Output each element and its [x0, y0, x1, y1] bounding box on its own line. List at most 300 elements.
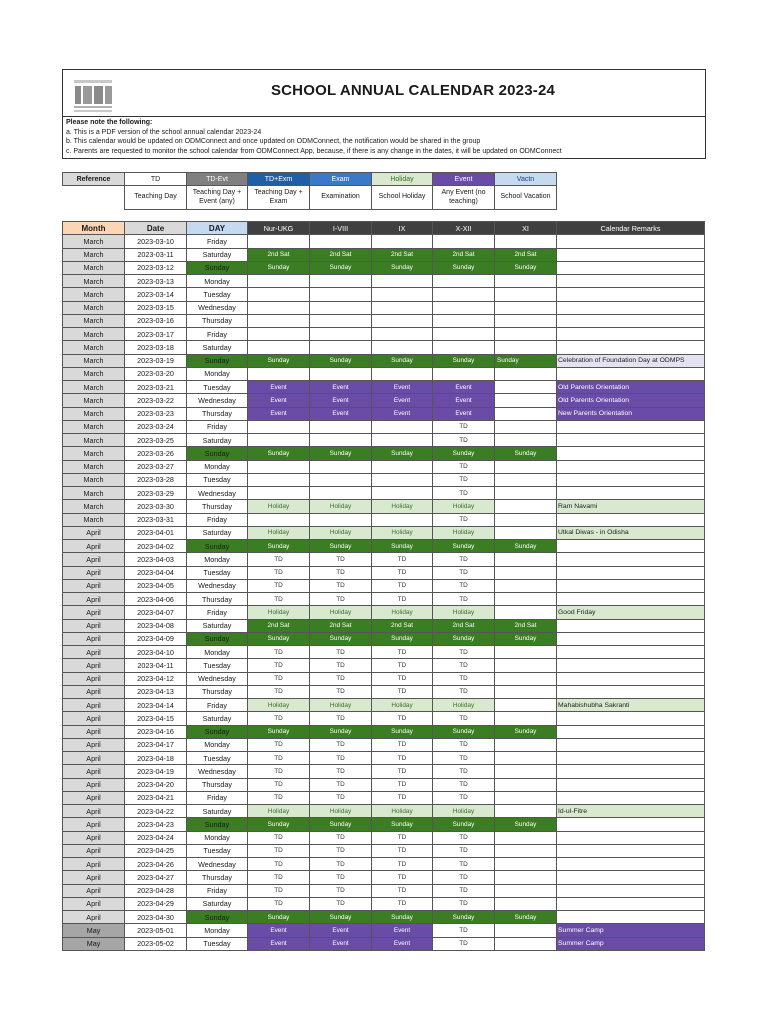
- legend-code: Event: [433, 173, 495, 186]
- ix-cell: Event: [372, 381, 433, 394]
- ix-cell: Holiday: [372, 606, 433, 619]
- legend-description: Teaching Day + Exam: [248, 186, 310, 210]
- remarks-cell: [557, 738, 705, 751]
- i-viii-cell: Sunday: [310, 540, 372, 553]
- month-cell: May: [63, 937, 125, 950]
- x-xii-cell: TD: [433, 831, 495, 844]
- remarks-cell: [557, 911, 705, 924]
- col-header-remarks: Calendar Remarks: [557, 222, 705, 235]
- xi-cell: [495, 778, 557, 791]
- remarks-cell: [557, 341, 705, 354]
- i-viii-cell: [310, 473, 372, 486]
- school-logo: [72, 76, 114, 114]
- i-viii-cell: Holiday: [310, 805, 372, 818]
- month-cell: April: [63, 778, 125, 791]
- remarks-cell: Celebration of Foundation Day at ODMPS: [557, 354, 705, 367]
- month-cell: April: [63, 712, 125, 725]
- xi-cell: [495, 606, 557, 619]
- date-cell: 2023-03-14: [125, 288, 187, 301]
- date-cell: 2023-04-06: [125, 593, 187, 606]
- legend-description: Any Event (no teaching): [433, 186, 495, 210]
- calendar-row: [63, 434, 705, 447]
- calendar-row: [63, 420, 705, 433]
- ix-cell: TD: [372, 593, 433, 606]
- day-cell: Friday: [187, 699, 248, 712]
- nur-ukg-cell: TD: [248, 738, 310, 751]
- xi-cell: [495, 765, 557, 778]
- calendar-row: [63, 301, 705, 314]
- xi-cell: [495, 473, 557, 486]
- x-xii-cell: TD: [433, 844, 495, 857]
- calendar-row: [63, 553, 705, 566]
- day-cell: Friday: [187, 791, 248, 804]
- date-cell: 2023-04-22: [125, 805, 187, 818]
- x-xii-cell: TD: [433, 460, 495, 473]
- month-cell: April: [63, 526, 125, 539]
- i-viii-cell: Holiday: [310, 526, 372, 539]
- month-cell: March: [63, 473, 125, 486]
- reference-label: Reference: [63, 173, 125, 186]
- notes-heading: Please note the following:: [66, 119, 153, 126]
- date-cell: 2023-03-30: [125, 500, 187, 513]
- ix-cell: 2nd Sat: [372, 619, 433, 632]
- nur-ukg-cell: [248, 420, 310, 433]
- day-cell: Thursday: [187, 685, 248, 698]
- calendar-row: [63, 367, 705, 380]
- col-header-x-xii: X-XII: [433, 222, 495, 235]
- legend-description: Teaching Day + Event (any): [187, 186, 248, 210]
- day-cell: Monday: [187, 367, 248, 380]
- date-cell: 2023-04-05: [125, 579, 187, 592]
- ix-cell: [372, 487, 433, 500]
- i-viii-cell: 2nd Sat: [310, 248, 372, 261]
- x-xii-cell: [433, 314, 495, 327]
- date-cell: 2023-04-04: [125, 566, 187, 579]
- i-viii-cell: TD: [310, 646, 372, 659]
- xi-cell: [495, 831, 557, 844]
- i-viii-cell: Sunday: [310, 632, 372, 645]
- ix-cell: [372, 420, 433, 433]
- date-cell: 2023-04-12: [125, 672, 187, 685]
- calendar-row: [63, 487, 705, 500]
- note-a: a. This is a PDF version of the school annual calendar 2023-24: [66, 128, 262, 136]
- remarks-cell: [557, 646, 705, 659]
- month-cell: April: [63, 818, 125, 831]
- day-cell: Friday: [187, 884, 248, 897]
- nur-ukg-cell: Sunday: [248, 725, 310, 738]
- calendar-row: [63, 831, 705, 844]
- date-cell: 2023-04-29: [125, 897, 187, 910]
- i-viii-cell: TD: [310, 738, 372, 751]
- col-header-ix: IX: [372, 222, 433, 235]
- x-xii-cell: Holiday: [433, 526, 495, 539]
- x-xii-cell: Holiday: [433, 500, 495, 513]
- month-cell: April: [63, 752, 125, 765]
- x-xii-cell: TD: [433, 738, 495, 751]
- xi-cell: [495, 805, 557, 818]
- x-xii-cell: Sunday: [433, 725, 495, 738]
- i-viii-cell: [310, 420, 372, 433]
- remarks-cell: Summer Camp: [557, 924, 705, 937]
- i-viii-cell: TD: [310, 844, 372, 857]
- i-viii-cell: [310, 235, 372, 248]
- remarks-cell: [557, 632, 705, 645]
- nur-ukg-cell: TD: [248, 685, 310, 698]
- day-cell: Wednesday: [187, 672, 248, 685]
- ix-cell: TD: [372, 791, 433, 804]
- month-cell: March: [63, 381, 125, 394]
- day-cell: Friday: [187, 513, 248, 526]
- calendar-row: [63, 858, 705, 871]
- ix-cell: TD: [372, 672, 433, 685]
- date-cell: 2023-05-01: [125, 924, 187, 937]
- xi-cell: [495, 752, 557, 765]
- note-c: c. Parents are requested to monitor the school calendar from ODMConnect App, because, if there is any change in the dates, it will be updated on ODMConnect: [66, 147, 562, 155]
- day-cell: Thursday: [187, 778, 248, 791]
- xi-cell: [495, 381, 557, 394]
- month-cell: April: [63, 619, 125, 632]
- date-cell: 2023-03-10: [125, 235, 187, 248]
- ix-cell: [372, 288, 433, 301]
- month-cell: March: [63, 275, 125, 288]
- day-cell: Thursday: [187, 871, 248, 884]
- nur-ukg-cell: [248, 288, 310, 301]
- i-viii-cell: TD: [310, 765, 372, 778]
- legend-code: TD-Evt: [187, 173, 248, 186]
- x-xii-cell: Event: [433, 407, 495, 420]
- remarks-cell: [557, 818, 705, 831]
- xi-cell: [495, 301, 557, 314]
- x-xii-cell: [433, 235, 495, 248]
- day-cell: Monday: [187, 924, 248, 937]
- remarks-cell: [557, 831, 705, 844]
- x-xii-cell: Sunday: [433, 632, 495, 645]
- x-xii-cell: Sunday: [433, 818, 495, 831]
- remarks-cell: [557, 659, 705, 672]
- calendar-row: [63, 447, 705, 460]
- month-cell: March: [63, 460, 125, 473]
- i-viii-cell: Sunday: [310, 818, 372, 831]
- date-cell: 2023-03-25: [125, 434, 187, 447]
- remarks-cell: [557, 540, 705, 553]
- calendar-row: [63, 937, 705, 950]
- reference-legend: [62, 172, 557, 210]
- i-viii-cell: TD: [310, 712, 372, 725]
- calendar-row: [63, 805, 705, 818]
- month-cell: April: [63, 858, 125, 871]
- xi-cell: [495, 500, 557, 513]
- xi-cell: [495, 858, 557, 871]
- day-cell: Thursday: [187, 314, 248, 327]
- ix-cell: [372, 460, 433, 473]
- nur-ukg-cell: TD: [248, 566, 310, 579]
- date-cell: 2023-04-20: [125, 778, 187, 791]
- xi-cell: Sunday: [495, 818, 557, 831]
- i-viii-cell: Event: [310, 937, 372, 950]
- ix-cell: TD: [372, 738, 433, 751]
- day-cell: Tuesday: [187, 752, 248, 765]
- x-xii-cell: Sunday: [433, 261, 495, 274]
- date-cell: 2023-03-21: [125, 381, 187, 394]
- ix-cell: TD: [372, 566, 433, 579]
- nur-ukg-cell: Holiday: [248, 500, 310, 513]
- ix-cell: TD: [372, 752, 433, 765]
- month-cell: April: [63, 540, 125, 553]
- nur-ukg-cell: Sunday: [248, 354, 310, 367]
- date-cell: 2023-03-29: [125, 487, 187, 500]
- nur-ukg-cell: Holiday: [248, 805, 310, 818]
- remarks-cell: [557, 434, 705, 447]
- x-xii-cell: TD: [433, 473, 495, 486]
- remarks-cell: [557, 712, 705, 725]
- ix-cell: [372, 513, 433, 526]
- remarks-cell: [557, 447, 705, 460]
- day-cell: Sunday: [187, 911, 248, 924]
- legend-code: Exam: [310, 173, 372, 186]
- nur-ukg-cell: Event: [248, 394, 310, 407]
- i-viii-cell: TD: [310, 553, 372, 566]
- x-xii-cell: TD: [433, 765, 495, 778]
- date-cell: 2023-03-27: [125, 460, 187, 473]
- nur-ukg-cell: Sunday: [248, 911, 310, 924]
- nur-ukg-cell: 2nd Sat: [248, 619, 310, 632]
- i-viii-cell: Event: [310, 394, 372, 407]
- ix-cell: TD: [372, 579, 433, 592]
- month-cell: May: [63, 924, 125, 937]
- date-cell: 2023-04-26: [125, 858, 187, 871]
- month-cell: March: [63, 500, 125, 513]
- month-cell: April: [63, 871, 125, 884]
- day-cell: Saturday: [187, 805, 248, 818]
- i-viii-cell: TD: [310, 858, 372, 871]
- nur-ukg-cell: Holiday: [248, 526, 310, 539]
- ix-cell: [372, 434, 433, 447]
- remarks-cell: [557, 473, 705, 486]
- nur-ukg-cell: Holiday: [248, 699, 310, 712]
- col-header-month: Month: [63, 222, 125, 235]
- month-cell: April: [63, 765, 125, 778]
- calendar-row: [63, 275, 705, 288]
- date-cell: 2023-03-17: [125, 328, 187, 341]
- month-cell: March: [63, 394, 125, 407]
- i-viii-cell: Sunday: [310, 261, 372, 274]
- xi-cell: [495, 288, 557, 301]
- day-cell: Wednesday: [187, 487, 248, 500]
- ix-cell: Sunday: [372, 447, 433, 460]
- month-cell: March: [63, 407, 125, 420]
- calendar-row: [63, 579, 705, 592]
- month-cell: March: [63, 420, 125, 433]
- month-cell: April: [63, 659, 125, 672]
- xi-cell: Sunday: [495, 261, 557, 274]
- x-xii-cell: TD: [433, 858, 495, 871]
- day-cell: Saturday: [187, 619, 248, 632]
- date-cell: 2023-03-23: [125, 407, 187, 420]
- nur-ukg-cell: TD: [248, 752, 310, 765]
- legend-code: TD: [125, 173, 187, 186]
- i-viii-cell: 2nd Sat: [310, 619, 372, 632]
- month-cell: April: [63, 725, 125, 738]
- day-cell: Wednesday: [187, 579, 248, 592]
- i-viii-cell: Holiday: [310, 606, 372, 619]
- nur-ukg-cell: [248, 473, 310, 486]
- legend-description: School Holiday: [372, 186, 433, 210]
- ix-cell: Sunday: [372, 725, 433, 738]
- xi-cell: [495, 738, 557, 751]
- col-header-date: Date: [125, 222, 187, 235]
- x-xii-cell: TD: [433, 712, 495, 725]
- day-cell: Sunday: [187, 261, 248, 274]
- xi-cell: [495, 685, 557, 698]
- ix-cell: Holiday: [372, 699, 433, 712]
- day-cell: Friday: [187, 328, 248, 341]
- calendar-row: [63, 394, 705, 407]
- reference-blank: [63, 186, 125, 210]
- day-cell: Tuesday: [187, 566, 248, 579]
- col-header-day: DAY: [187, 222, 248, 235]
- day-cell: Sunday: [187, 540, 248, 553]
- xi-cell: [495, 659, 557, 672]
- month-cell: March: [63, 314, 125, 327]
- nur-ukg-cell: TD: [248, 659, 310, 672]
- i-viii-cell: [310, 314, 372, 327]
- i-viii-cell: TD: [310, 884, 372, 897]
- date-cell: 2023-04-09: [125, 632, 187, 645]
- month-cell: March: [63, 288, 125, 301]
- i-viii-cell: [310, 288, 372, 301]
- i-viii-cell: TD: [310, 659, 372, 672]
- remarks-cell: Good Friday: [557, 606, 705, 619]
- xi-cell: [495, 487, 557, 500]
- date-cell: 2023-04-19: [125, 765, 187, 778]
- day-cell: Tuesday: [187, 659, 248, 672]
- date-cell: 2023-04-02: [125, 540, 187, 553]
- nur-ukg-cell: [248, 487, 310, 500]
- calendar-row: [63, 646, 705, 659]
- i-viii-cell: TD: [310, 897, 372, 910]
- legend-code: Holiday: [372, 173, 433, 186]
- x-xii-cell: TD: [433, 752, 495, 765]
- day-cell: Saturday: [187, 248, 248, 261]
- ix-cell: [372, 341, 433, 354]
- nur-ukg-cell: TD: [248, 765, 310, 778]
- x-xii-cell: TD: [433, 646, 495, 659]
- day-cell: Monday: [187, 738, 248, 751]
- remarks-cell: [557, 871, 705, 884]
- calendar-row: [63, 460, 705, 473]
- calendar-row: [63, 593, 705, 606]
- xi-cell: Sunday: [495, 354, 557, 367]
- date-cell: 2023-03-11: [125, 248, 187, 261]
- ix-cell: [372, 235, 433, 248]
- xi-cell: [495, 699, 557, 712]
- month-cell: April: [63, 566, 125, 579]
- x-xii-cell: [433, 275, 495, 288]
- note-b: b. This calendar would be updated on ODMConnect and once updated on ODMConnect, the notification would be shared in the group: [66, 138, 481, 146]
- date-cell: 2023-04-08: [125, 619, 187, 632]
- remarks-cell: [557, 844, 705, 857]
- calendar-row: [63, 500, 705, 513]
- month-cell: March: [63, 328, 125, 341]
- date-cell: 2023-03-31: [125, 513, 187, 526]
- date-cell: 2023-04-11: [125, 659, 187, 672]
- x-xii-cell: Holiday: [433, 606, 495, 619]
- day-cell: Wednesday: [187, 858, 248, 871]
- calendar-row: [63, 314, 705, 327]
- month-cell: April: [63, 699, 125, 712]
- xi-cell: [495, 672, 557, 685]
- remarks-cell: [557, 314, 705, 327]
- remarks-cell: [557, 301, 705, 314]
- day-cell: Wednesday: [187, 394, 248, 407]
- month-cell: April: [63, 593, 125, 606]
- i-viii-cell: [310, 328, 372, 341]
- ix-cell: TD: [372, 844, 433, 857]
- day-cell: Friday: [187, 235, 248, 248]
- day-cell: Saturday: [187, 526, 248, 539]
- x-xii-cell: TD: [433, 566, 495, 579]
- ix-cell: Sunday: [372, 818, 433, 831]
- month-cell: March: [63, 513, 125, 526]
- x-xii-cell: TD: [433, 487, 495, 500]
- ix-cell: TD: [372, 831, 433, 844]
- xi-cell: [495, 314, 557, 327]
- remarks-cell: [557, 513, 705, 526]
- i-viii-cell: [310, 341, 372, 354]
- ix-cell: TD: [372, 646, 433, 659]
- xi-cell: [495, 579, 557, 592]
- date-cell: 2023-04-13: [125, 685, 187, 698]
- x-xii-cell: [433, 341, 495, 354]
- calendar-row: [63, 911, 705, 924]
- nur-ukg-cell: TD: [248, 844, 310, 857]
- ix-cell: TD: [372, 659, 433, 672]
- remarks-cell: Summer Camp: [557, 937, 705, 950]
- ix-cell: Event: [372, 937, 433, 950]
- nur-ukg-cell: TD: [248, 791, 310, 804]
- remarks-cell: Old Parents Orientation: [557, 394, 705, 407]
- x-xii-cell: TD: [433, 659, 495, 672]
- calendar-row: [63, 619, 705, 632]
- xi-cell: [495, 924, 557, 937]
- legend-code: TD+Exm: [248, 173, 310, 186]
- day-cell: Sunday: [187, 354, 248, 367]
- month-cell: March: [63, 261, 125, 274]
- ix-cell: TD: [372, 685, 433, 698]
- xi-cell: [495, 434, 557, 447]
- remarks-cell: [557, 288, 705, 301]
- month-cell: March: [63, 434, 125, 447]
- month-cell: April: [63, 911, 125, 924]
- ix-cell: TD: [372, 765, 433, 778]
- nur-ukg-cell: [248, 367, 310, 380]
- day-cell: Friday: [187, 606, 248, 619]
- day-cell: Tuesday: [187, 844, 248, 857]
- ix-cell: Sunday: [372, 911, 433, 924]
- ix-cell: Holiday: [372, 500, 433, 513]
- nur-ukg-cell: TD: [248, 579, 310, 592]
- nur-ukg-cell: TD: [248, 831, 310, 844]
- date-cell: 2023-03-19: [125, 354, 187, 367]
- day-cell: Sunday: [187, 632, 248, 645]
- remarks-cell: [557, 487, 705, 500]
- xi-cell: Sunday: [495, 447, 557, 460]
- date-cell: 2023-04-07: [125, 606, 187, 619]
- calendar-row: [63, 699, 705, 712]
- nur-ukg-cell: TD: [248, 553, 310, 566]
- date-cell: 2023-04-01: [125, 526, 187, 539]
- nur-ukg-cell: Event: [248, 937, 310, 950]
